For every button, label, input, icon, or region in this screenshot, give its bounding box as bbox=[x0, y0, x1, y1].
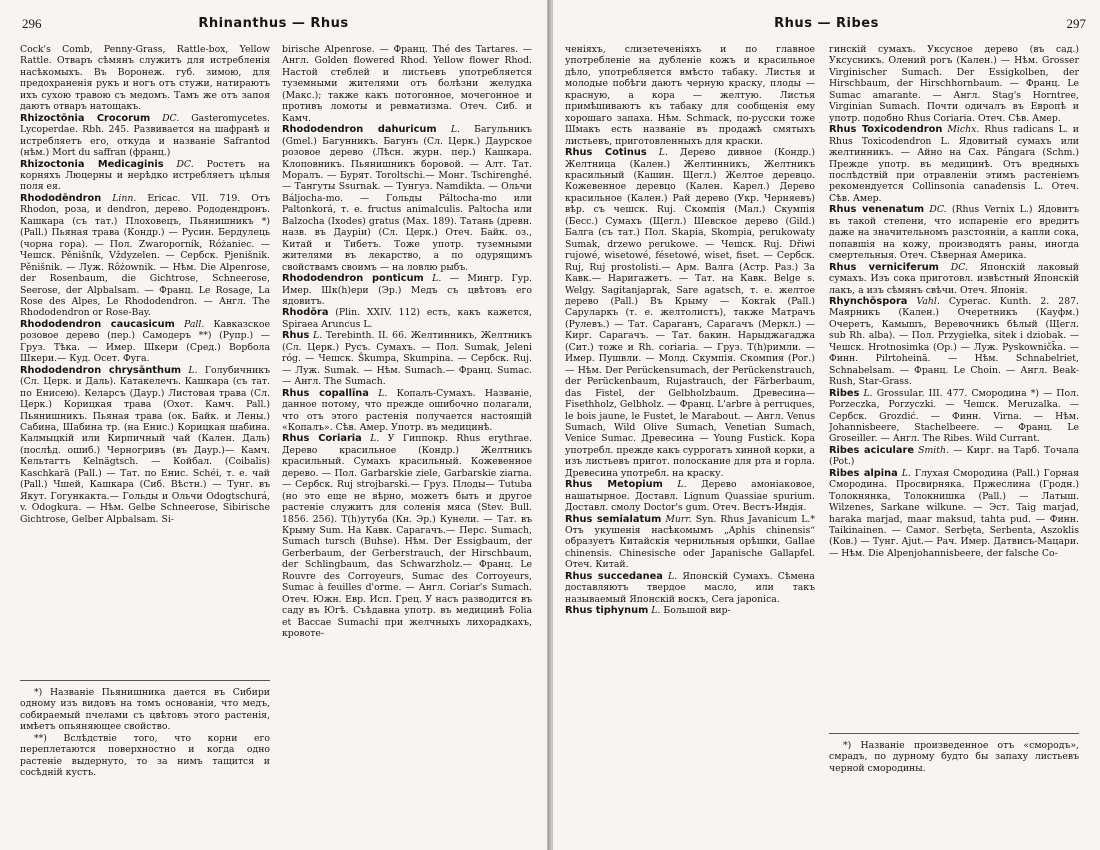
dictionary-entry bbox=[565, 605, 815, 616]
entry-headword: Rhus Toxicodendron bbox=[829, 124, 943, 136]
entry-text: У Гиппокр. Rhus erythrae. Дерево красильное (Кондр.) Желтникъ красильный. Сумахъ красильный. Кожевенное дерево. — Пол. Garbarskie ziele, Garbarskie ziarna. — Сербск. Ruj strojbarski.— Груз. Плоды— Tutuba (но это еще не вѣрно, можетъ быть и другое растеніе служитъ для соленія мяса (Stev. Bull. 1856. 256). Т(h)утуба (Кн. Эр.) Кунели. — Тат. въ Крыму Sum. На Кавк. Сарагачъ.— Перс. Sumach, Sumach tursch (Buhse). Нѣм. Der Essigbaum, der Gerberbaum, der Gerberstrauch, der Hirschbaum, der Schlingbaum, das Schwarzholz.— Франц. Le Rouvre des Corroyeurs, Sumac des Corroyeurs, Sumac à feuilles d'orme. — Англ. Coriar's Sumach. Отеч. Южн. Евр. Исп. Грец. У насъ разводится въ саду въ Югѣ. Съѣдавна употр. въ медицинѣ Folia et Baccae Sumachi при желчныхъ лихорадкахъ, кровоте- bbox=[282, 433, 532, 640]
entry-authority: L. bbox=[432, 273, 442, 285]
left-page-footnotes bbox=[20, 680, 270, 779]
dictionary-entry bbox=[282, 307, 532, 330]
left-page-column-2 bbox=[282, 44, 532, 640]
right-page-column-1 bbox=[565, 44, 815, 617]
left-page bbox=[0, 0, 548, 850]
entry-text: Копалъ-Сумахъ. Названіе, данное потому, что прежде ошибочно полагали, что отъ этого растенія получается настоящій «Копалъ». Сѣв. Амер. Употр. въ медицинѣ. bbox=[282, 387, 532, 433]
dictionary-entry bbox=[565, 44, 815, 147]
dictionary-entry bbox=[565, 479, 815, 513]
entry-text: Японскій Сумахъ. Сѣмена доставляютъ твердое масло, или такъ называемый Японскій воскъ, Cera japonica. bbox=[565, 570, 815, 605]
dictionary-entry bbox=[20, 365, 270, 525]
entry-headword: Rhus Cotinus bbox=[565, 147, 647, 159]
entry-text: Ericac. VII. 719. Отъ Rhodon, роза, и dendron, дерево. Рододендронъ. Кашкара (съ тат.) Плоховецъ, Пьянишникъ *) (Pall.) Пьяная трава (Кондр.) — Русин. Бердулець (чорна гора). — Пол. Zwaroporník, Różaniec. — Чешск. Pěnišník, Vždyzelen. — Сербск. Pjenišnik. Pěnišnik. — Луж. Rôżownik. — Нѣм. Die Alpenrose, der Rosenbaum, die Gichtrose, Schneerose, Seerose, der Alpbalsam. — Франц. Le Rosage, La Rose des Alpes, Le Rhododendron. — Англ. The Rhododendron or Rose-Bay. bbox=[20, 192, 270, 319]
entry-authority: L. bbox=[370, 433, 380, 445]
entry-text: Дерево амоніаковое, нашатырное. Доставл. Lignum Quassiae spurium. Доставл. смолу Doctor's gum. Отеч. Вестъ-Индія. bbox=[565, 479, 815, 514]
dictionary-entry bbox=[282, 330, 532, 387]
dictionary-entry bbox=[829, 296, 1079, 388]
entry-text: Syn. Rhus Javanicum L.* Отъ укушенія насѣкомымъ „Aphis chinensis“ образуетъ Китайскія чернильныя орѣшки, Gallae chinensis. Chinesische oder Japanische Gallapfel. Отеч. Китай. bbox=[565, 513, 815, 571]
entry-text: Terebinth. II. 66. Желтинникъ, Желтникъ (Сл. Церк.) Русъ. Сумахъ. — Пол. Sumak, Jeleni róg. — Чешск. Škumpa, Skumpina. — Сербск. Ruj. — Луж. Sumak. — Нѣм. Sumach.— Франц. Sumac. — Англ. The Sumach. bbox=[282, 330, 532, 388]
dictionary-entry bbox=[20, 193, 270, 319]
entry-text: Дерево дивное (Кондр.) Желтница (Кален.) Желтинникъ, Желтникъ красильный (Кашин. Щегл.) Желтое деревцо. Кожевенное деревцо (Кален. Карел.) Дерево красильное (Кален.) Рай дерево (Укр. Черняевъ) вѣр. съ чешск. Ruj. Скомпія (Мал.) Скумпія (Бесс.) Сумахъ (Щегл.) Шевское дерево (Gild.) Балга (съ тат.) Пол. Skapia, Skompia, perukowaty Sumak, drzewo perukowe. — Чешск. Ruj. Dřiwi rujowé, wisetowé, fésetowé, wiset, fiset. — Сербск. Ruj, Ruj prostolisti.— Арм. Валга (Астр. Раз.) За Кавк.— Наригажетъ. — Тат. на Кавк. Belge s. Welgy. Sagitanjaprak, Sare agatsch, т. е. желтое дерево (Pall.) Въ Крыму — Кокrak (Pall.) Саруларкъ (т. е. желтолистъ), также Матрачъ (Рулевъ.) — Тат. Сараганъ, Сарагачъ (Меркл.) — Кирг. Сарагачъ. — Тат. бакин. Нарыджагаджа (Сит.) тоже и Rh. coriaria. — Груз. Т(h)римли. — Имер. Пушвли. — Молд. Скумпiя. Скомпия (Рог.) — Нѣм. Der Perückensumach, der Perückenstrauch, der Perückenbaum, Rujastrauch, der Färberbaum, das Fistel, der Gelbholzbaum. Древесина—Fisethholz, Gelbholz. — Франц. L'arbre à perruques, le bois jaune, le Fustet, le Marabout. — Англ. Venus Sumach, Wild Olive Sumach, Venetian Sumach, Venice Sumac. Древесина — Young Fustick. Кора употребл. прежде какъ суррогатъ хинной корки, а изъ листьевъ пригот. полоскание для рта и горла. Древесина употребл. на краску. bbox=[565, 147, 815, 479]
entry-headword: Rhus bbox=[282, 330, 310, 342]
entry-text: (Plin. XXIV. 112) есть, какъ кажется, Spiraea Aruncus L. bbox=[282, 307, 532, 330]
page-number-right: 297 bbox=[1066, 16, 1086, 31]
entry-text: — Кирг. на Тарб. Точала (Pot.) bbox=[829, 444, 1079, 468]
entry-authority: L. bbox=[677, 479, 687, 491]
right-page bbox=[552, 0, 1100, 850]
dictionary-entry bbox=[565, 514, 815, 571]
entry-authority: DC. bbox=[162, 112, 180, 124]
entry-headword: Rhus venenatum bbox=[829, 204, 925, 216]
entry-headword: Rhus Coriaria bbox=[282, 433, 362, 445]
entry-headword: Rhus tiphynum bbox=[565, 605, 649, 617]
entry-headword: Rhododendron caucasicum bbox=[20, 318, 175, 330]
dictionary-entry bbox=[282, 388, 532, 434]
entry-text: Багульникъ (Gmel.) Багунникъ. Багунъ (Сл. Церк.) Даурское розовое дерево (Лѣсн. журн. пер.) Кашкара. Клоповникъ. Пьянишникъ боровой. — Алт. Тат. Моралъ. — Бурят. Toroltschi.— Монг. Tschirenghé. — Тангуты Ssurnak. — Тунгуз. Namdikta. — Ольчи Báljocha-mo. — Гольды Páltocha-mo или Paltonkorá, т. е. fructus animalculis. Paltocha или Balzocha (Ixodes) gratus (Max. 189). Татань (древн. назв. въ Дауріи) (Сл. Церк.) Отеч. Байк. оз., Китай и Тибетъ. Тоже употр. туземными жителями въ лекарство, а по одурящимъ свойствамъ своимъ — на ловлю рыбъ. bbox=[282, 124, 532, 273]
dictionary-entry bbox=[282, 433, 532, 639]
entry-authority: Smith. bbox=[918, 444, 949, 456]
dictionary-entry bbox=[829, 445, 1079, 468]
dictionary-entry bbox=[20, 113, 270, 159]
entry-authority: DC. bbox=[176, 158, 194, 170]
entry-headword: Rhus succedanea bbox=[565, 570, 663, 582]
running-head-left: Rhinanthus — Rhus bbox=[198, 16, 349, 31]
entry-headword: Rhododendron ponticum bbox=[282, 273, 424, 285]
footnote: *) Названіе произведенное отъ «смородъ», смрадъ, по дурному будто бы запаху листьевъ черной смородины. bbox=[829, 740, 1079, 774]
entry-authority: L. bbox=[901, 467, 911, 479]
entry-headword: Rhododendron chrysānthum bbox=[20, 364, 182, 376]
entry-authority: L. bbox=[450, 124, 460, 136]
entry-authority: Linn. bbox=[112, 192, 137, 204]
entry-authority: L. bbox=[658, 147, 668, 159]
entry-authority: L. bbox=[188, 364, 198, 376]
entry-authority: DC. bbox=[929, 204, 947, 216]
footnote: *) Названіе Пьянишника дается въ Сибири одному изъ видовъ на томъ основаніи, что медъ, собираемый пчелами съ цвѣтовъ этого растенія, имѣетъ опьяняющее свойство. bbox=[20, 687, 270, 733]
entry-headword: Rhododēndron bbox=[20, 192, 102, 204]
entry-text: Cock's Comb, Penny-Grass, Rattle-box, Yellow Rattle. Отваръ сѣмянъ служитъ для истребленія насѣкомыхъ. Въ Воронеж. губ. зимою, для предохраненія рукъ и ногъ отъ стужи, натираютъ ихъ сухою травою съ медомъ. Тамъ же отъ запоя даютъ отваръ натощакъ. bbox=[20, 44, 270, 113]
dictionary-entry bbox=[829, 204, 1079, 261]
dictionary-entry bbox=[829, 388, 1079, 445]
dictionary-entry bbox=[829, 124, 1079, 204]
entry-headword: Rhus Metopium bbox=[565, 479, 663, 491]
entry-text: Большой вир- bbox=[663, 605, 731, 617]
entry-text: birische Alpenrose. — Франц. Thé des Tartares. — Англ. Golden flowered Rhod. Yellow flower Rhod. Настой стеблей и листьевъ употребляется туземными жителями отъ болѣзни желудка (Макс.); также какъ потогонное, мочегонное и противъ ломоты и ревматизма. Отеч. Сиб. и Камч. bbox=[282, 44, 532, 124]
entry-text: Rhus radicans L. и Rhus Toxicodendron L. Ядовитый сумахъ или желтинникъ. — Айно на Сах. Pángara (Schm.) Прежде употр. въ медицинѣ. Отъ вредныхъ послѣдствій при отравленіи этимъ растеніемъ рекомендуется Collinsonia canadensis L. Отеч. Сѣв. Амер. bbox=[829, 124, 1079, 204]
entry-text: Grossular. III. 477. Смородина *) — Пол. Porzeczka, Porzyczki. — Чешск. Meruzalka. — Сербск. Grozdić. — Финн. Virna. — Нѣм. Johannisbeere, Stachelbeere. — Франц. Le Groseiller. — Англ. The Ribes. Wild Currant. bbox=[829, 387, 1079, 445]
entry-text: — Мингр. Гур. Имер. Шк(h)ери (Эр.) Медъ съ цвѣтовъ его ядовитъ. bbox=[282, 273, 532, 307]
dictionary-entry bbox=[20, 319, 270, 365]
dictionary-entry bbox=[565, 147, 815, 479]
entry-headword: Rhynchōspora bbox=[829, 295, 908, 307]
entry-text: Gasteromycetes. Lycoperdae. Rbh. 245. Развивается на шафранѣ и истребляетъ его, откуда и названіе Safrantod (нѣм.) Mort du saffran (франц.) bbox=[20, 112, 270, 159]
dictionary-entry bbox=[565, 571, 815, 605]
entry-text: ченіяхъ, слизетеченіяхъ и по главное употребленіе на дубленіе кожъ и красильное дѣло, употребляется вмѣсто табаку. Листья и молодые побѣги даютъ черную краску, плоды — красную, а кора — желтую. Листья примѣшиваютъ къ табаку для сообщенія ему хорошаго запаха. Нѣм. Schmack, по-русски тоже Шмакъ есть названіе въ продажѣ смятыхъ листьевъ, приготовленныхъ для краски. bbox=[565, 44, 815, 147]
left-page-column-1 bbox=[20, 44, 270, 525]
entry-headword: Ribes bbox=[829, 387, 860, 399]
dictionary-entry bbox=[829, 468, 1079, 560]
entry-headword: Rhizoctōnia Crocorum bbox=[20, 112, 151, 124]
entry-headword: Ribes aciculare bbox=[829, 444, 914, 456]
entry-text: Кавказское розовое дерево (пер.) Самодеръ **) (Рупр.) — Груз. Тѣка. — Имер. Шкери (Сред.) Ворбола Шкери.— Куд. Осет. Фуга. bbox=[20, 318, 270, 365]
dictionary-entry bbox=[282, 273, 532, 307]
entry-text: Японскій лаковый сумахъ. Изъ сока приготовл. извѣстный Японскій лакъ, а изъ сѣмянъ свѣчи. Отеч. Японія. bbox=[829, 261, 1079, 296]
entry-headword: Rhus semialatum bbox=[565, 513, 662, 525]
entry-authority: DC. bbox=[950, 261, 968, 273]
entry-authority: L. bbox=[863, 387, 873, 399]
entry-headword: Rhus verniciferum bbox=[829, 261, 939, 273]
entry-text: Глухая Смородина (Pall.) Горная Смородина. Просвирняка. Пржеслина (Гродн.) Толокнянка, Толокнишка (Pall.) — Латыш. Wilzenes, Sarkane wilkune. — Эст. Taig marjad, haraka marjad, maar maksud, tahta pud. — Финн. Taikinainen. — Самог. Serbęta, Serbenta, Aszoklis (Ков.) — Тунг. Ajut.— Рач. Имер. Датвисъ-Мацари. — Нѣм. Die Alpenjohannisbeere, der falsche Co- bbox=[829, 467, 1079, 559]
dictionary-entry bbox=[829, 262, 1079, 296]
entry-authority: L. bbox=[378, 387, 388, 399]
entry-headword: Rhododendron dahuricum bbox=[282, 124, 437, 136]
entry-authority: L. bbox=[668, 570, 678, 582]
dictionary-entry bbox=[282, 124, 532, 273]
footnote: **) Вслѣдствіе того, что корни его переплетаются поверхностно и когда одно растеніе выдернуто, то за нимъ тащится и сосѣдній кустъ. bbox=[20, 732, 270, 779]
dictionary-entry bbox=[829, 44, 1079, 124]
entry-text: Ростетъ на корняхъ Люцерны и нерѣдко истребляетъ цѣлыя поля ея. bbox=[20, 158, 270, 193]
entry-text: Голубичникъ (Сл. Церк. и Даль). Катакелечъ. Кашкара (съ тат. по Енисею). Келарсъ (Даур.) Листовая трава (Сл. Церк.) Корицкая трава (Охот. Камч. Pall.) Пьянишникъ. Пьяная трава (ок. Байк. и Лены.) Сабина, Шабина тр. (на Енис.) Корицкая шабина. Калмыцкій или Кирпичный чай (Кален. Даль) (послѣд. ошиб.) Черногривъ (въ Даур.)— Камч. Кельтагтъ Kelnägtsch. — Койбал. (Coibalis) Kaschkarä (Pall.) — Тат. по Енис. Schéi, т. е. чай (Pall.) Чшей, Кашкара (Сиб. Вѣстн.) — Тунг. въ Якут. Гогункакта.— Гольды и Ольчи Odogtschurá, v. Odogkura. — Нѣм. Gelbe Schneerose, Sibirische Gichtrose, Gelber Alpbalsam. Si- bbox=[20, 364, 270, 525]
right-page-footnotes bbox=[829, 733, 1079, 774]
entry-headword: Rhizoctonia Medicaginis bbox=[20, 158, 164, 170]
entry-authority: Michx. bbox=[947, 124, 980, 136]
entry-text: (Rhus Vernix L.) Ядовитъ въ такой степени, что испареніе его вредитъ даже на значительномъ разстояніи, а капли сока, попавшія на кожу, производятъ раны, иногда смертельныя. Отеч. Сѣверная Америка. bbox=[829, 204, 1079, 262]
dictionary-entry bbox=[282, 44, 532, 124]
entry-text: гинскій сумахъ. Уксусное дерево (въ сад.) Уксусникъ. Олений рогъ (Кален.) — Нѣм. Grosser Virginischer Sumach. Der Essigkolben, der Hirschbaum, der Hirschhornbaum. — Франц. Le Sumac amarante. — Англ. Stag's Horntree, Virginian Sumach. Почти одичалъ въ Европѣ и употр. подобно Rhus Coriaria. Отеч. Сѣв. Амер. bbox=[829, 44, 1079, 124]
entry-authority: Murr. bbox=[665, 513, 692, 525]
entry-headword: Rhodōra bbox=[282, 307, 329, 319]
page-number-left: 296 bbox=[22, 16, 42, 31]
dictionary-entry bbox=[20, 159, 270, 193]
dictionary-entry bbox=[20, 44, 270, 113]
left-page-header bbox=[0, 16, 547, 34]
entry-authority: Pall. bbox=[184, 318, 205, 330]
right-page-column-2 bbox=[829, 44, 1079, 559]
entry-authority: L. bbox=[313, 330, 323, 342]
entry-authority: L. bbox=[651, 605, 661, 617]
entry-headword: Ribes alpina bbox=[829, 467, 898, 479]
running-head-right: Rhus — Ribes bbox=[774, 16, 879, 31]
right-page-header bbox=[553, 16, 1100, 34]
entry-text: Cyperac. Kunth. 2. 287. Маярникъ (Кален.) Очеретникъ (Кауфм.) Очеретъ, Камышъ, Веревочникъ бѣлый (Щегл. sub Rh. alba). — Пол. Przygiełka, sitek i dziobak. — Чешск. Hrotnosimka (Op.) — Луж. Pyskowničk̃a. — Финн. Pilrtoheinä. — Нѣм. Schnabelriet, Schnabelsam. — Франц. Le Choin. — Англ. Beak-Rush, Star-Grass. bbox=[829, 295, 1079, 388]
entry-authority: Vahl. bbox=[916, 295, 940, 307]
entry-headword: Rhus copallīna bbox=[282, 387, 369, 399]
